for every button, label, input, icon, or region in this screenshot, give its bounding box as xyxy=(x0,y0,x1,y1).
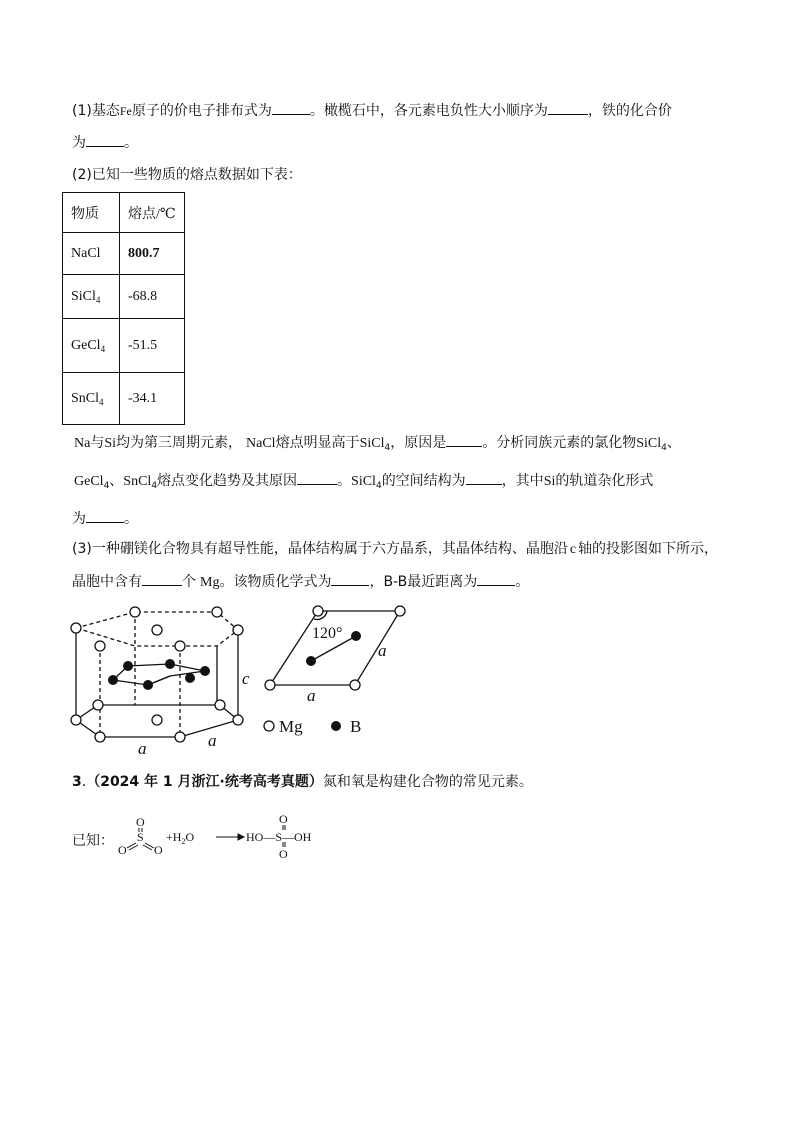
svg-text:O: O xyxy=(136,815,145,829)
q1-line-1: (1)基态Fe原子的价电子排布式为 。橄榄石中，各元素电负性大小顺序为 ，铁的化合价 xyxy=(72,103,672,119)
b-atom xyxy=(351,631,361,641)
b-atom xyxy=(108,675,118,685)
answer-blank[interactable] xyxy=(297,472,337,485)
answer-blank[interactable] xyxy=(331,573,369,586)
answer-blank[interactable] xyxy=(142,573,182,586)
mg-atom xyxy=(152,715,162,725)
svg-text:O: O xyxy=(279,847,288,861)
svg-text:a: a xyxy=(378,641,387,660)
svg-text:S: S xyxy=(137,830,144,844)
q1-line-2: 为 。 xyxy=(72,135,138,151)
angle-label: 120° xyxy=(312,625,343,642)
mg-atom xyxy=(95,641,105,651)
mg-atom xyxy=(265,680,275,690)
table-header: 物质 xyxy=(63,193,120,233)
b-atom xyxy=(200,666,210,676)
b-atom xyxy=(306,656,316,666)
mg-atom xyxy=(395,606,405,616)
table-row: GeCl$_4$ -51.5 xyxy=(63,319,185,373)
mg-atom xyxy=(130,607,140,617)
mg-atom xyxy=(350,680,360,690)
b-atom xyxy=(123,661,133,671)
mg-atom xyxy=(175,641,185,651)
svg-text:O: O xyxy=(279,812,288,826)
known-label: 已知： xyxy=(72,833,114,849)
mg-atom xyxy=(175,732,185,742)
mg-atom xyxy=(95,732,105,742)
answer-blank[interactable] xyxy=(272,102,310,115)
plus-water: $+H_2O$ xyxy=(166,830,195,846)
answer-blank[interactable] xyxy=(86,134,124,147)
mg-atom xyxy=(93,700,103,710)
svg-text:c: c xyxy=(242,669,250,688)
q2-paragraph-3: 为 。 xyxy=(72,511,138,527)
answer-blank[interactable] xyxy=(477,573,515,586)
svg-text:a: a xyxy=(307,686,316,705)
svg-text:a: a xyxy=(138,739,147,758)
mg-atom xyxy=(233,625,243,635)
mg-atom xyxy=(71,715,81,725)
q2-paragraph-1: Na与Si均为第三周期元素， NaCl熔点明显高于SiCl$_4$，原因是 。分析同族元素的氯化物SiCl$_4$、 xyxy=(74,435,681,453)
svg-text:a: a xyxy=(208,731,217,750)
table-row: NaCl 800.7 xyxy=(63,233,185,275)
q2-paragraph-2: GeCl$_4$、SnCl$_4$熔点变化趋势及其原因 。SiCl$_4$的空间结构为 ，其中Si的轨道杂化形式 xyxy=(74,473,654,491)
svg-text:O: O xyxy=(118,843,127,857)
answer-blank[interactable] xyxy=(548,102,588,115)
b-atom xyxy=(143,680,153,690)
svg-text:O: O xyxy=(154,843,163,857)
answer-blank[interactable] xyxy=(466,472,502,485)
reaction-scheme xyxy=(112,810,332,870)
mg-atom xyxy=(233,715,243,725)
q2-intro: (2)已知一些物质的熔点数据如下表： xyxy=(72,167,302,183)
q3-line-2: 晶胞中含有 个 Mg。该物质化学式为 ，B-B最近距离为 。 xyxy=(72,574,530,590)
mg-atom xyxy=(212,607,222,617)
table-row: SiCl$_4$ -68.8 xyxy=(63,275,185,319)
b-atom xyxy=(185,673,195,683)
legend-mg-label: Mg xyxy=(279,717,303,736)
answer-blank[interactable] xyxy=(446,434,482,447)
q4-title: 3.（2024 年 1 月浙江·统考高考真题）氮和氧是构建化合物的常见元素。 xyxy=(72,774,533,790)
mg-atom xyxy=(215,700,225,710)
legend-b-label: B xyxy=(350,717,362,736)
mg-atom xyxy=(152,625,162,635)
table-row: SnCl$_4$ -34.1 xyxy=(63,373,185,425)
mg-atom xyxy=(313,606,323,616)
b-atom xyxy=(165,659,175,669)
crystal-structure-figure xyxy=(60,598,430,758)
legend-mg-marker xyxy=(264,721,274,731)
q3-line-1: (3)一种硼镁化合物具有超导性能，晶体结构属于六方晶系，其晶体结构、晶胞沿 c 轴的投影图如下所示， xyxy=(72,541,719,557)
mg-atom xyxy=(71,623,81,633)
answer-blank[interactable] xyxy=(86,510,124,523)
melting-point-table xyxy=(62,192,185,425)
sulfuric-acid: HO—S—OH xyxy=(246,830,312,844)
table-header: 熔点/℃ xyxy=(120,193,185,233)
legend-b-marker xyxy=(331,721,341,731)
